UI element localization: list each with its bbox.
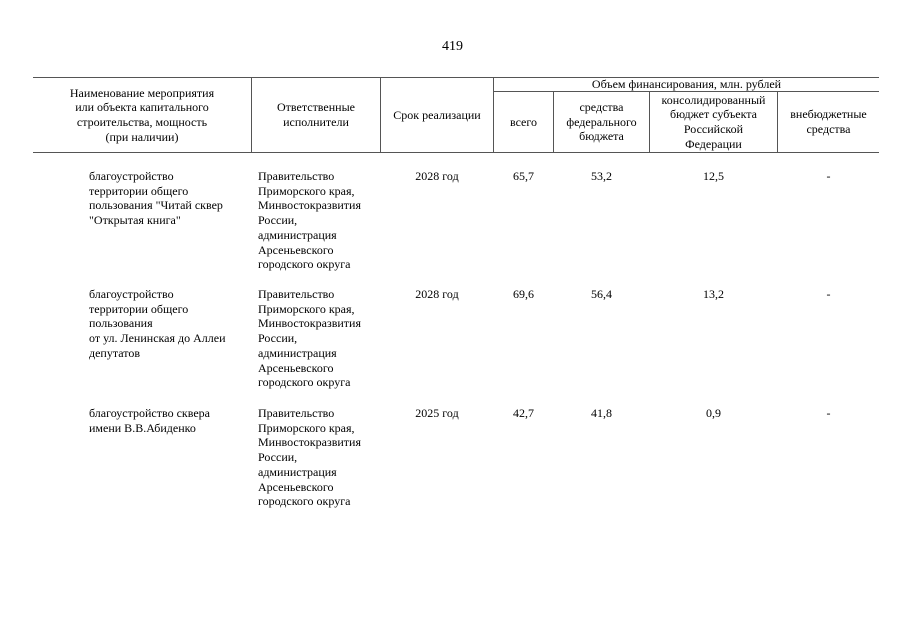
row-3-federal: 41,8 — [591, 406, 612, 420]
row-3-responsible: Правительство Приморского края, Минвостокразвития России, администрация Арсеньевского городского округа — [258, 406, 361, 509]
row-3-total: 42,7 — [513, 406, 534, 420]
row-2-term: 2028 год — [415, 287, 459, 301]
row-2-total: 69,6 — [513, 287, 534, 301]
row-2-consolidated: 13,2 — [703, 287, 724, 301]
row-1-responsible: Правительство Приморского края, Минвостокразвития России, администрация Арсеньевского городского округа — [258, 169, 361, 272]
row-1-federal: 53,2 — [591, 169, 612, 183]
page-number: 419 — [442, 39, 463, 54]
row-2-name: благоустройство территории общего пользования от ул. Ленинская до Аллеи депутатов — [89, 287, 226, 360]
header-name: Наименование мероприятия или объекта капитального строительства, мощность (при наличии) — [69, 85, 215, 144]
row-1-total: 65,7 — [513, 169, 534, 183]
header-funding-group: Объем финансирования, млн. рублей — [591, 77, 782, 91]
header-federal: средства федерального бюджета — [566, 99, 637, 144]
header-extrabudget: внебюджетные средства — [790, 107, 867, 136]
row-3-name: благоустройство сквера имени В.В.Абиденко — [89, 406, 210, 435]
row-2-extrabudget: - — [826, 287, 831, 301]
row-2-federal: 56,4 — [591, 287, 612, 301]
row-3-term: 2025 год — [415, 406, 459, 420]
header-bottom-border — [33, 152, 879, 153]
header-total: всего — [509, 114, 538, 129]
row-1-name: благоустройство территории общего пользования "Читай сквер "Открытая книга" — [89, 169, 223, 228]
row-1-consolidated: 12,5 — [703, 169, 724, 183]
row-2-responsible: Правительство Приморского края, Минвостокразвития России, администрация Арсеньевского городского округа — [258, 287, 361, 390]
row-1-term: 2028 год — [415, 169, 459, 183]
header-consolidated: консолидированный бюджет субъекта Российской Федерации — [661, 92, 766, 151]
header-term: Срок реализации — [393, 107, 481, 122]
row-3-consolidated: 0,9 — [706, 406, 721, 420]
header-responsible: Ответственные исполнители — [277, 100, 355, 129]
row-3-extrabudget: - — [826, 406, 831, 420]
row-1-extrabudget: - — [826, 169, 831, 183]
